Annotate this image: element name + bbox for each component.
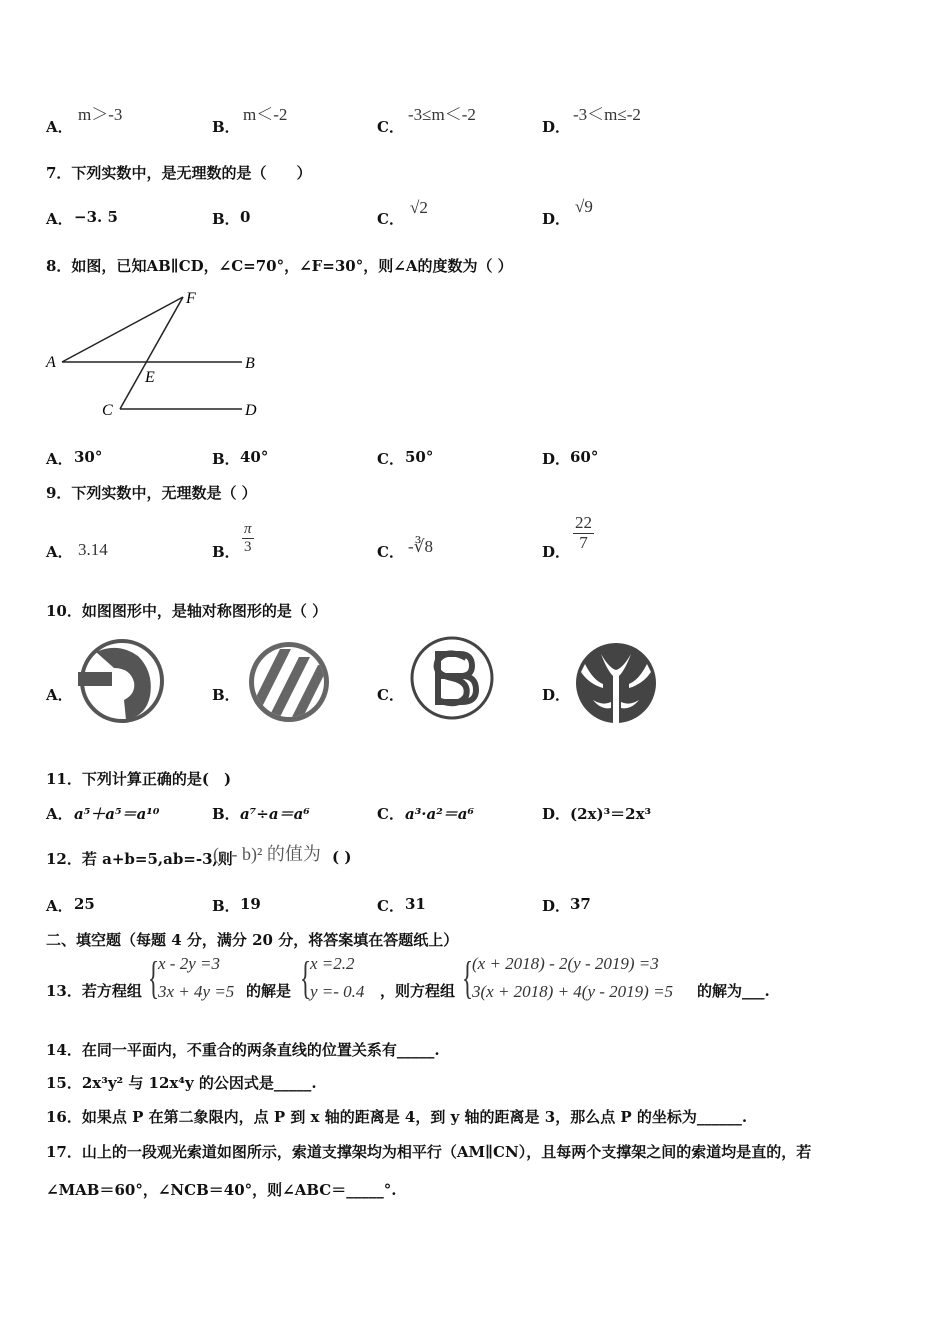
q11-option-d-letter: D． [542,805,571,823]
q6-option-a-letter: A． [46,118,73,136]
q6-option-d-letter: D． [542,118,571,136]
q11-option-c-letter: C． [377,805,404,823]
q13-system-1-eq1: x - 2y =3 [158,954,220,973]
q13-mid-1: 的解是 [246,982,292,1000]
q12-stem-suffix: ( ) [332,848,352,866]
q11-stem: 11．下列计算正确的是( ) [46,770,232,788]
q13-system-3-eq1: (x + 2018) - 2(y - 2019) =3 [472,954,659,973]
q7-option-c-letter: C． [377,210,404,228]
tree-logo-icon [573,640,661,728]
q8-option-c: 50° [405,448,434,466]
q13-brace-1: { [148,952,160,1003]
q13-prefix: 13．若方程组 [46,982,142,1000]
q6-option-b: m＜-2 [243,105,288,124]
q13-mid-2: ，则方程组 [380,982,456,1000]
q12-option-a-letter: A． [46,897,73,915]
q7-stem: 7．下列实数中，是无理数的是（ ） [46,164,312,182]
head-profile-logo-icon [78,638,168,728]
q8-stem: 8．如图，已知AB∥CD，∠C=70°，∠F=30°，则∠A的度数为（ ） [46,257,513,275]
q7-option-d: √9 [575,197,593,216]
q9-option-a: 3.14 [78,540,108,559]
q12-option-b: 19 [240,895,261,913]
question-16: 16．如果点 P 在第二象限内，点 P 到 x 轴的距离是 4，到 y 轴的距离是 3，那么点 P 的坐标为______. [46,1108,748,1126]
q13-system-3 [472,950,673,1006]
q9-option-d-letter: D． [542,543,571,561]
q9-option-b-denominator: 3 [244,538,252,555]
q13-system-2 [310,950,364,1006]
q12-stem-expression: (a - b)² 的值为 [213,844,321,864]
q6-option-c: -3≤m＜-2 [408,105,476,124]
q8-option-a-letter: A． [46,450,73,468]
q9-option-d-denominator: 7 [579,532,588,552]
q7-option-a: −3. 5 [74,208,118,226]
q9-option-d-numerator: 22 [575,513,592,532]
q9-option-b-fraction [242,521,254,555]
q10-option-d-letter: D． [542,686,571,704]
q10-option-b-letter: B． [212,686,240,704]
label-d: D [245,402,257,419]
q11-option-a-letter: A． [46,805,73,823]
q12-option-b-letter: B． [212,897,240,915]
q9-option-c: -∛8 [408,537,433,556]
q10-stem: 10．如图图形中，是轴对称图形的是（ ） [46,602,328,620]
q11-option-a: a⁵＋a⁵＝a¹⁰ [74,805,160,823]
q11-option-c: a³·a²＝a⁶ [405,805,475,823]
q13-system-1 [158,950,234,1006]
q11-option-b: a⁷÷a＝a⁶ [240,805,310,823]
q6-option-a: m＞-3 [78,105,123,124]
q13-system-2-eq2: y =- 0.4 [310,982,365,1001]
q7-option-d-letter: D． [542,210,571,228]
q9-option-c-letter: C． [377,543,404,561]
question-17-line-2: ∠MAB＝60°，∠NCB＝40°，则∠ABC＝_____°. [46,1181,397,1199]
q7-option-b: 0 [240,208,251,226]
q6-option-b-letter: B． [212,118,240,136]
q9-option-b-letter: B． [212,543,240,561]
question-14: 14．在同一平面内，不重合的两条直线的位置关系有_____. [46,1041,440,1059]
q13-brace-2: { [300,952,312,1003]
q8-option-d: 60° [570,448,599,466]
q11-option-d: (2x)³＝2x³ [570,805,652,823]
q6-option-d: -3＜m≤-2 [573,105,641,124]
q13-brace-3: { [462,952,474,1003]
q7-option-c: √2 [410,198,428,217]
q12-option-d-letter: D． [542,897,571,915]
q10-option-c-letter: C． [377,686,404,704]
q8-option-d-letter: D． [542,450,571,468]
label-f: F [186,290,196,307]
q9-option-d-fraction [573,514,594,552]
q7-option-b-letter: B． [212,210,240,228]
q8-option-c-letter: C． [377,450,404,468]
label-c: C [102,402,113,419]
q12-stem-prefix: 12．若 a+b=5,ab=-3,则 [46,850,233,868]
q10-option-a-letter: A． [46,686,73,704]
question-15: 15．2x³y² 与 12x⁴y 的公因式是_____. [46,1074,317,1092]
question-17-line-1: 17．山上的一段观光索道如图所示，索道支撑架均为相平行（AM∥CN），且每两个支撑架之间的索道均是直的，若 [46,1143,812,1161]
q9-stem: 9．下列实数中，无理数是（ ） [46,484,257,502]
q13-system-3-eq2: 3(x + 2018) + 4(y - 2019) =5 [472,982,674,1001]
label-b: B [245,355,255,372]
q11-option-b-letter: B． [212,805,240,823]
label-a: A [46,354,56,371]
q12-option-c-letter: C． [377,897,404,915]
q13-system-2-eq1: x =2.2 [310,954,355,973]
q8-option-b-letter: B． [212,450,240,468]
q12-option-a: 25 [74,895,95,913]
bs-monogram-logo-icon [408,634,498,724]
q8-geometry-figure [40,285,270,425]
striped-circle-logo-icon [245,639,335,727]
q12-option-c: 31 [405,895,426,913]
q8-option-a: 30° [74,448,103,466]
q12-option-d: 37 [570,895,591,913]
q8-option-b: 40° [240,448,269,466]
q13-system-1-eq2: 3x + 4y =5 [158,982,235,1001]
section-2-title: 二、填空题（每题 4 分，满分 20 分，将答案填在答题纸上） [46,931,459,949]
q13-suffix: 的解为___. [697,982,770,1000]
q7-option-a-letter: A． [46,210,73,228]
q9-option-b-numerator: π [244,521,252,537]
q9-option-a-letter: A． [46,543,73,561]
label-e: E [145,369,155,386]
q6-option-c-letter: C． [377,118,404,136]
